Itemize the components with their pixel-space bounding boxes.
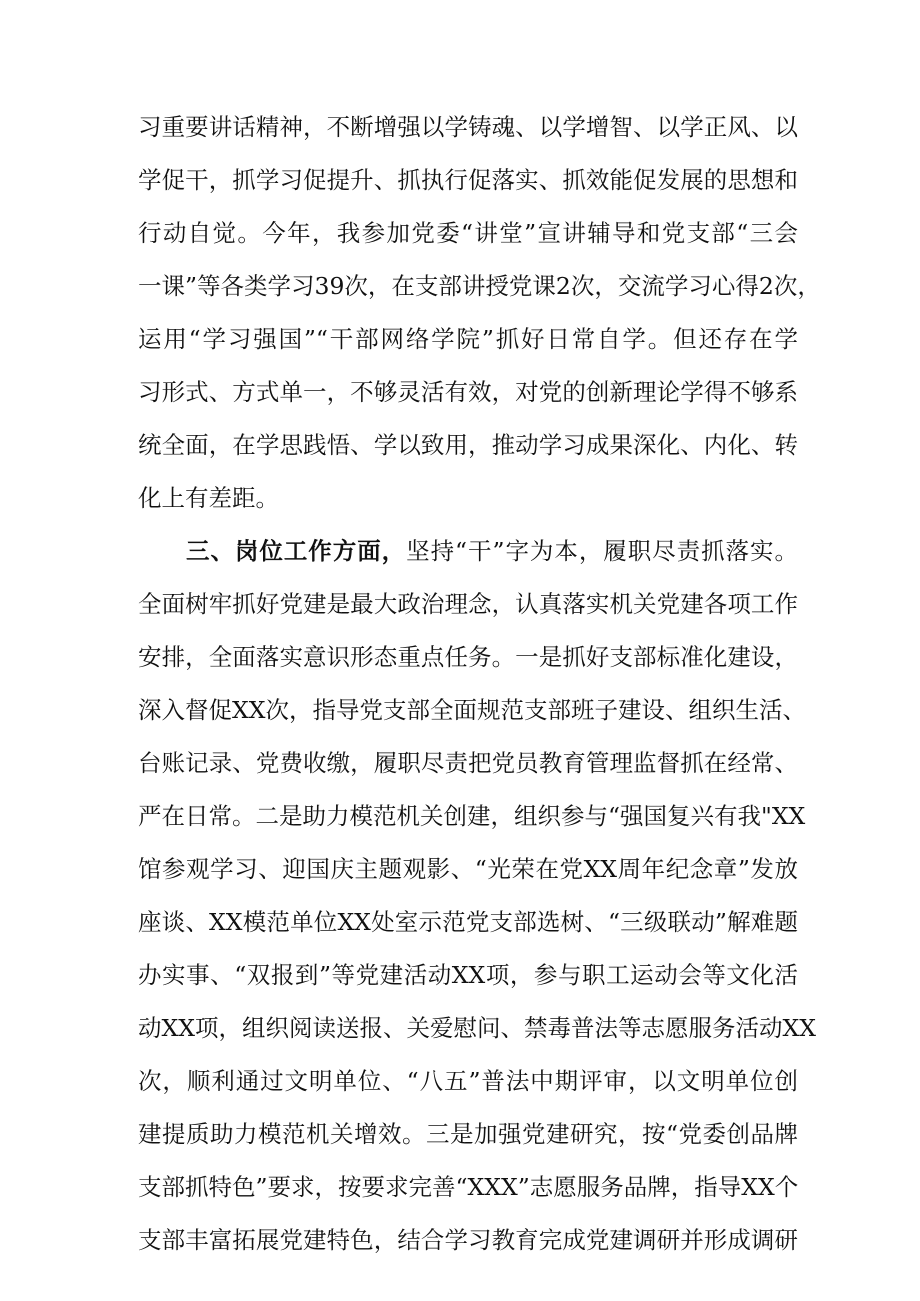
- text-line: 习重要讲话精神，不断增强以学铸魂、以学增智、以学正风、以: [138, 113, 798, 141]
- text-line: 支部丰富拓展党建特色，结合学习教育完成党建调研并形成调研: [138, 1226, 798, 1254]
- text-line: 习形式、方式单一，不够灵活有效，对党的创新理论学得不够系: [138, 378, 798, 406]
- text-line: 一课”等各类学习39次，在支部讲授党课2次，交流学习心得2次，: [138, 272, 821, 300]
- section-heading: 三、岗位工作方面，: [186, 537, 407, 565]
- text-line: 运用“学习强国”“干部网络学院”抓好日常自学。但还存在学: [138, 325, 798, 353]
- text-line: 座谈、XX模范单位XX处室示范党支部选树、“三级联动”解难题: [138, 908, 798, 936]
- text-line: 办实事、“双报到”等党建活动XX项，参与职工运动会等文化活: [138, 961, 798, 989]
- text-line: 馆参观学习、迎国庆主题观影、“光荣在党XX周年纪念章”发放: [138, 855, 798, 883]
- text-line: 台账记录、党费收缴，履职尽责把党员教育管理监督抓在经常、: [138, 749, 798, 777]
- text-line: 支部抓特色”要求，按要求完善“XXX”志愿服务品牌，指导XX个: [138, 1173, 799, 1201]
- text-line: 深入督促XX次，指导党支部全面规范支部班子建设、组织生活、: [138, 696, 806, 724]
- text-line: 行动自觉。今年，我参加党委“讲堂”宣讲辅导和党支部“三会: [138, 219, 798, 247]
- text-line: 统全面，在学思践悟、学以致用，推动学习成果深化、内化、转: [138, 431, 798, 459]
- text-line: 动XX项，组织阅读送报、关爱慰问、禁毒普法等志愿服务活动XX: [138, 1014, 816, 1042]
- text-line: 学促干，抓学习促提升、抓执行促落实、抓效能促发展的思想和: [138, 166, 798, 194]
- section-heading-line: [186, 531, 798, 571]
- text-line: 安排，全面落实意识形态重点任务。一是抓好支部标准化建设，: [138, 643, 798, 671]
- text-line: 全面树牢抓好党建是最大政治理念，认真落实机关党建各项工作: [138, 590, 798, 618]
- text-line: 化上有差距。: [138, 484, 279, 512]
- text-line: 建提质助力模范机关增效。三是加强党建研究，按“党委创品牌: [138, 1120, 798, 1148]
- text-line: 严在日常。二是助力模范机关创建，组织参与“强国复兴有我"XX: [138, 802, 806, 830]
- text-line: 次，顺利通过文明单位、“八五”普法中期评审，以文明单位创: [138, 1067, 798, 1095]
- section-heading-rest: 坚持“干”字为本，履职尽责抓落实。: [406, 537, 799, 565]
